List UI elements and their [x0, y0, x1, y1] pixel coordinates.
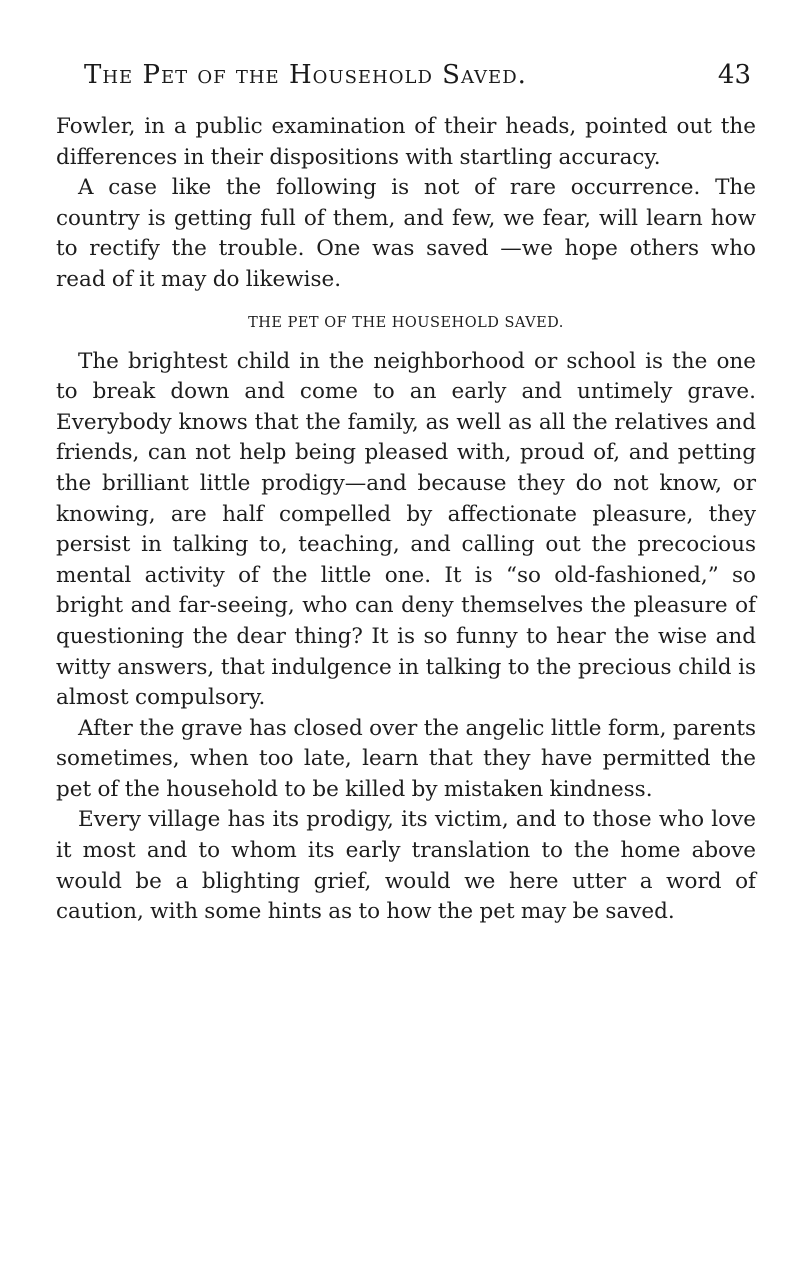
paragraph: The brightest child in the neighborhood or school is the one to break down and come to an early and untimely grave. Everybody knows that the family, as well as all the relatives and friends, can not help being pleased with, proud of, and petting the brilliant little prodigy—and because they do not know, or knowing, are half compelled by affectionate pleasure, they persist in talking to, teaching, and calling out the precocious mental activity of the little one. It is “so old-fashioned,” so bright and far-seeing, who can deny themselves the pleasure of questioning the dear thing? It is so funny to hear the wise and witty answers, that indulgence in talking to the precious child is almost compulsory. [56, 348, 756, 711]
paragraph: Every village has its prodigy, its victim, and to those who love it most and to whom its early translation to the home above would be a blighting grief, would we here utter a word of caution, with some hints as to how the pet may be saved. [56, 807, 756, 925]
paragraph-continued: Fowler, in a public examination of their heads, pointed out the differences in their dispositions with startling accuracy. [56, 114, 756, 170]
body-text [56, 112, 756, 928]
running-head [56, 60, 761, 100]
running-title: The Pet of the Household Saved. [84, 60, 527, 90]
page-number: 43 [717, 60, 751, 90]
section-heading: THE PET OF THE HOUSEHOLD SAVED. [248, 314, 564, 331]
book-page [56, 0, 761, 1282]
paragraph: After the grave has closed over the angelic little form, parents sometimes, when too late, learn that they have permitted the pet of the household to be killed by mistaken kindness. [56, 715, 756, 802]
paragraph: A case like the following is not of rare occurrence. The country is getting full of them, and few, we fear, will learn how to rectify the trouble. One was saved —we hope others who read of it may do likewise. [56, 175, 756, 292]
